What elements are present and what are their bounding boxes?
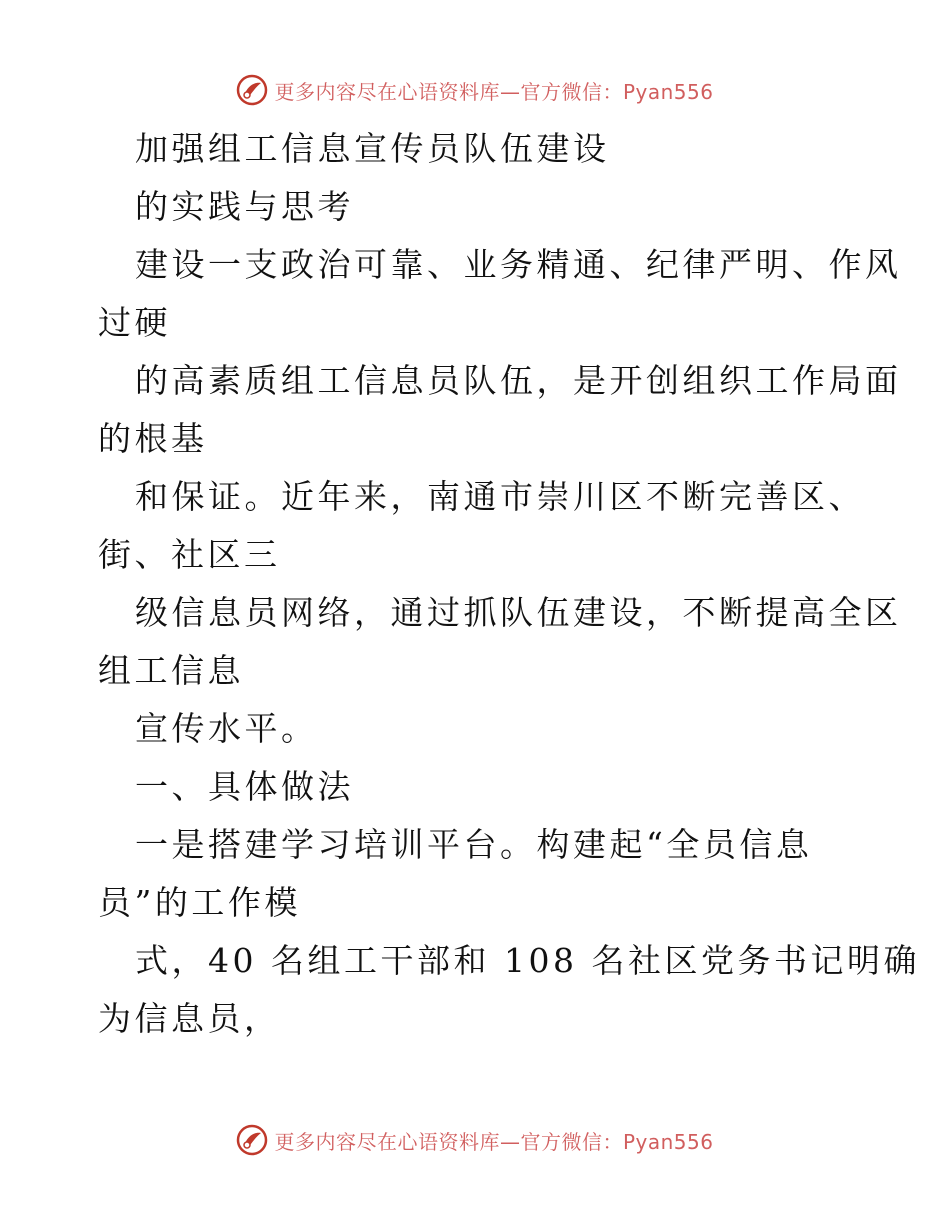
section-heading: 一、具体做法 xyxy=(135,767,354,806)
document-line: 式，40 名组工干部和 108 名社区党务书记明确 xyxy=(135,941,920,980)
watermark-text: 更多内容尽在心语资料库—官方微信：Pyan556 xyxy=(274,1129,714,1154)
document-line: 级信息员网络，通过抓队伍建设，不断提高全区 xyxy=(135,593,902,632)
document-line: 加强组工信息宣传员队伍建设 xyxy=(135,129,610,168)
document-body xyxy=(98,120,920,1048)
document-line: 过硬 xyxy=(98,303,171,342)
watermark-footer xyxy=(0,1120,950,1160)
document-line: 宣传水平。 xyxy=(135,709,318,748)
document-line: 一是搭建学习培训平台。构建起“全员信息 xyxy=(135,825,813,864)
document-line: 的实践与思考 xyxy=(135,187,354,226)
document-line: 街、社区三 xyxy=(98,535,281,574)
brand-logo-icon xyxy=(236,1124,268,1156)
document-line: 和保证。近年来，南通市崇川区不断完善区、 xyxy=(135,477,865,516)
document-line: 员”的工作模 xyxy=(98,883,301,922)
document-line: 为信息员， xyxy=(98,999,281,1038)
watermark-text: 更多内容尽在心语资料库—官方微信：Pyan556 xyxy=(274,79,714,104)
watermark-header xyxy=(0,70,950,110)
document-line: 的根基 xyxy=(98,419,208,458)
document-line: 组工信息 xyxy=(98,651,244,690)
document-line: 的高素质组工信息员队伍，是开创组织工作局面 xyxy=(135,361,902,400)
brand-logo-icon xyxy=(236,74,268,106)
document-line: 建设一支政治可靠、业务精通、纪律严明、作风 xyxy=(135,245,902,284)
